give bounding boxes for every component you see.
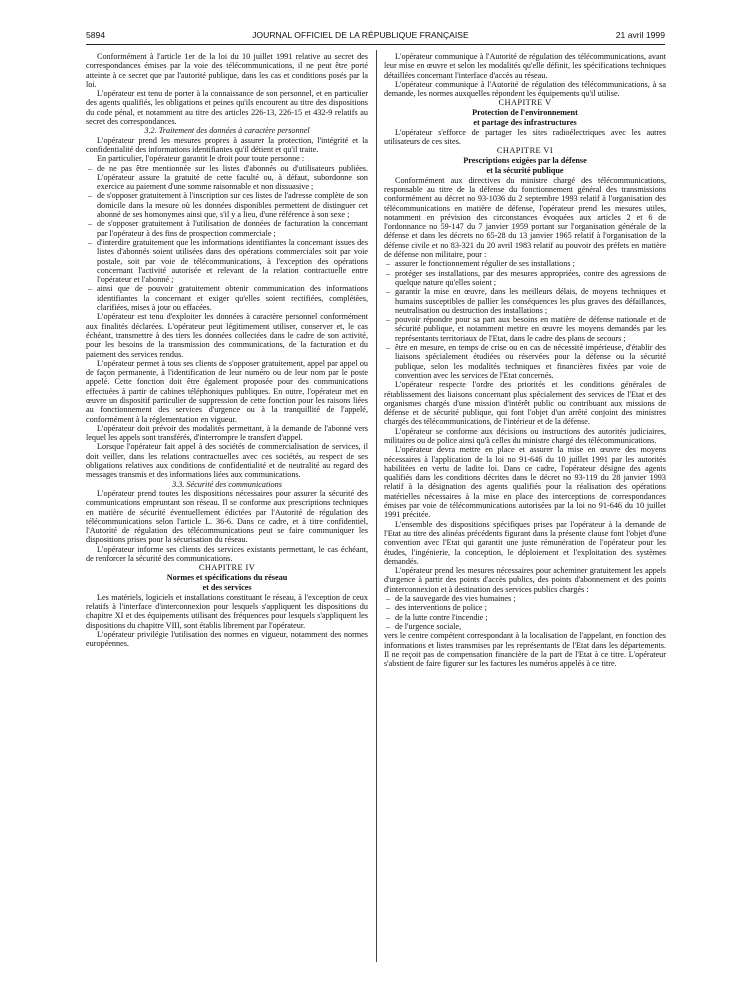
paragraph: L'opérateur est tenu de porter à la connaissance de son personnel, et en particulier des agents qualifiés, les obligations et peines qu'ils encourent au titre des dispositions du code pénal, et notamment au titre des articles 226-13, 226-15 et 432-9 relatifs au secret des correspondances. [86,89,368,127]
paragraph: L'ensemble des dispositions spécifiques prises par l'opérateur à la demande de l'Etat au titre des alinéas précédents figurant dans la présente clause font l'objet d'une convention avec l'Etat qui garantit une juste rémunération de l'opérateur pour les études, l'ingénierie, la conception, le déploiement et l'exploitation des systèmes demandés. [384,519,666,566]
list-item: – être en mesure, en temps de crise ou en cas de nécessité impérieuse, d'établir des liaisons spécialement étudiées ou réservées pour la défense ou la sécurité publique, selon les modalités techniques et financières fixées par voie de convention avec les services de l'Etat concernés. [384,343,666,380]
paragraph: L'opérateur doit prévoir des modalités permettant, à la demande de l'abonné vers lequel les appels sont transférés, d'interrompre le transfert d'appel. [86,423,368,443]
paragraph: L'opérateur privilégie l'utilisation des normes en vigueur, notamment des normes européennes. [86,629,368,649]
chapter-title-line: Prescriptions exigées par la défense [463,155,587,165]
list-item: – de ne pas être mentionnée sur les listes d'abonnés ou d'utilisateurs publiées. L'opérateur assure la gratuité de cette faculté ou, à défaut, subordonne son exercice au paiement d'une somme raisonnable et non dissuasive ; [86,164,368,192]
paragraph: L'opérateur est tenu d'exploiter les données à caractère personnel conformément aux finalités déclarées. L'opérateur peut légitimement utiliser, conserver et, le cas échéant, transmettre à des tiers les données collectées dans le cadre de son activité, pour les besoins de la transmission des communications, de la facturation et du paiement des services rendus. [86,312,368,359]
rights-list [86,164,368,313]
list-item: – des interventions de police ; [384,603,666,612]
chapter-title-4 [86,573,368,593]
paragraph: Conformément aux directives du ministre chargé des télécommunications, responsable au titre de la défense du fonctionnement général des transmissions conformément au décret no 93-1036 du 2 septembre 1993 relatif à l'organisation des télécommunications en matière de défense, l'opérateur prend les mesures utiles, notamment en prévision des circonstances évoquées aux articles 2 et 6 de l'ordonnance no 59-147 du 7 janvier 1959 portant sur l'organisation générale de la défense et dans les décrets no 65-28 du 13 janvier 1965 relatif à l'organisation de la défense civile et no 83-321 du 20 avril 1983 relatif au pouvoir des préfets en matière de défense non militaire, pour : [384,175,666,260]
left-column [86,52,368,648]
paragraph: L'opérateur communique à l'Autorité de régulation des télécommunications, avant leur mise en œuvre et selon les modalités qu'elle définit, les spécifications techniques détaillées concernant l'interface d'accès au réseau. [384,52,666,80]
list-item: – de l'urgence sociale, [384,622,666,631]
list-item: – d'interdire gratuitement que les informations identifiantes la concernant issues des listes d'abonnés soient utilisées dans des opérations commerciales soit par voie postale, soit par voie de télécommunications, à l'exception des opérations concernant l'activité autorisée et relevant de la relation contractuelle entre l'opérateur et l'abonné ; [86,238,368,284]
paragraph: L'opérateur s'efforce de partager les sites radioélectriques avec les autres utilisateurs de ces sites. [384,127,666,147]
chapter-label-6: CHAPITRE VI [496,146,554,156]
paragraph: L'opérateur se conforme aux décisions ou instructions des autorités judiciaires, militaires ou de police ainsi qu'à celles du ministre chargé des télécommunications. [384,426,666,445]
paragraph: L'opérateur communique à l'Autorité de régulation des télécommunications, à sa demande, les normes auxquelles répondent les équipements qu'il utilise. [384,79,666,99]
paragraph: L'opérateur devra mettre en place et assurer la mise en œuvre des moyens nécessaires à l'application de la loi no 91-646 du 10 juillet 1991 par les autorités habilitées en vertu de ladite loi. Dans ce cadre, l'opérateur désigne des agents qualifiés dans les conditions décrites dans le décret no 93-119 du 28 janvier 1993 relatif à la désignation des agents qualifiés pour la réalisation des opérations matérielles nécessaires à la mise en place des interceptions de correspondances émises par voie de télécommunications autorisées par la loi no 91-646 du 10 juillet 1991 précitée. [384,445,666,520]
chapter-label-5: CHAPITRE V [498,98,552,108]
column-divider [376,50,377,962]
list-item: – ainsi que de pouvoir gratuitement obtenir communication des informations identifiantes la concernant et exiger qu'elles soient rectifiées, complétées, clarifiées, mises à jour ou effacées. [86,284,368,312]
running-head [86,28,665,42]
section-title-3-2: 3.2. Traitement des données à caractère personnel [144,126,310,136]
chapter-title-line: Protection de l'environnement [472,107,578,117]
paragraph: L'opérateur permet à tous ses clients de s'opposer gratuitement, appel par appel ou de façon permanente, à l'identification de leur numéro ou de leur nom par le poste appelé. Cette fonction doit être également proposée pour des communications effectuées à partir de cabines téléphoniques publiques. En outre, l'opérateur met en œuvre un dispositif particulier de suppression de cette fonction pour les raisons liées au fonctionnement des services d'urgence ou à la tranquillité de l'appelé, conformément à la réglementation en vigueur. [86,358,368,424]
chapter-title-6 [384,156,666,176]
list-item: – garantir la mise en œuvre, dans les meilleurs délais, de moyens techniques et humains susceptibles de pallier les conséquences les plus graves des défaillances, neutralisation ou destruction des installations ; [384,287,666,315]
list-item: – pouvoir répondre pour sa part aux besoins en matière de défense nationale et de sécurité publique, et notamment mettre en œuvre les moyens demandés par les représentants territoriaux de l'Etat, dans le cadre des plans de secours ; [384,315,666,343]
chapter-title-line: et des services [202,582,252,592]
list-item: – protéger ses installations, par des mesures appropriées, contre des agressions de quelque nature qu'elles soient ; [384,269,666,288]
chapter-title-line: Normes et spécifications du réseau [166,572,288,582]
list-item: – assurer le fonctionnement régulier de ses installations ; [384,259,666,268]
list-item: – de la lutte contre l'incendie ; [384,613,666,622]
chapter-title-5 [384,108,666,128]
header-rule [86,44,665,45]
publication-date: 21 avril 1999 [615,30,665,40]
paragraph: L'opérateur prend les mesures nécessaires pour acheminer gratuitement les appels d'urgence à partir des points d'accès publics, des points d'abonnement et des points d'interconnexion et à destination des services publics chargés : [384,566,666,594]
paragraph: L'opérateur respecte l'ordre des priorités et les conditions générales de rétablissement des liaisons concernant plus spécialement des services de l'Etat et des organismes chargés d'une mission d'intérêt public ou contribuant aux missions de défense et de sécurité publique, qui font l'objet d'un arrêté conjoint des ministres chargés des télécommunications, de l'intérieur et de la défense. [384,380,666,427]
list-item: – de la sauvegarde des vies humaines ; [384,594,666,603]
paragraph: Les matériels, logiciels et installations constituant le réseau, à l'exception de ceux relatifs à l'interface d'interconnexion pour lesquels s'appliquent les dispositions du chapitre XI et des équipements utilisant des fréquences pour lesquels s'appliquent les dispositions du chapitre VIII, sont établis librement par l'opérateur. [86,592,368,630]
paragraph: En particulier, l'opérateur garantit le droit pour toute personne : [97,154,305,164]
chapter-title-line: et la sécurité publique [486,165,564,175]
right-column [384,52,666,668]
defense-measures-list [384,259,666,380]
paragraph: L'opérateur informe ses clients des services existants permettant, le cas échéant, de renforcer la sécurité des communications. [86,544,368,564]
list-item: – de s'opposer gratuitement à l'utilisation de données de facturation la concernant par l'opérateur à des fins de prospection commerciale ; [86,219,368,238]
journal-title: JOURNAL OFFICIEL DE LA RÉPUBLIQUE FRANÇAISE [252,30,469,40]
paragraph: Lorsque l'opérateur fait appel à des sociétés de commercialisation de services, il doit veiller, dans les relations contractuelles avec ces sociétés, au respect de ses obligations relatives aux conditions de confidentialité et de neutralité au regard des messages transmis et des informations liées aux communications. [86,442,368,480]
chapter-label-4: CHAPITRE IV [198,563,256,573]
paragraph: L'opérateur prend toutes les dispositions nécessaires pour assurer la sécurité des communications empruntant son réseau. Il se conforme aux prescriptions techniques en matière de sécurité éventuellement édictées par l'Autorité de régulation des télécommunications selon l'article L. 36-6. Dans ce cadre, et à titre confidentiel, l'Autorité de régulation des télécommunications peut se faire communiquer les dispositions prises pour la sécurisation du réseau. [86,488,368,545]
page-number: 5894 [86,30,106,40]
chapter-title-line: et partage des infrastructures [473,117,577,127]
emergency-services-list [384,594,666,631]
paragraph: Conformément à l'article 1er de la loi du 10 juillet 1991 relative au secret des correspondances émises par la voie des télécommunications, il ne peut être porté atteinte à ce secret que par l'autorité publique, dans les cas et conditions posés par la loi. [86,52,368,89]
paragraph: L'opérateur prend les mesures propres à assurer la protection, l'intégrité et la confidentialité des informations identifiantes qu'il détient et qu'il traite. [86,135,368,154]
paragraph: vers le centre compétent correspondant à la localisation de l'appelant, en fonction des informations et listes transmises par les représentants de l'Etat dans les départements. Il ne reçoit pas de compensation financière de la part de l'Etat à ce titre. L'opérateur s'abstient de faire figurer sur les factures les numéros appelés à ce titre. [384,631,666,669]
list-item: – de s'opposer gratuitement à l'inscription sur ces listes de l'adresse complète de son domicile dans la mesure où les données disponibles permettent de distinguer cet abonné de ses homonymes ainsi que, s'il y a lieu, d'une référence à son sexe ; [86,191,368,219]
section-title-3-3: 3.3. Sécurité des communications [172,479,282,489]
